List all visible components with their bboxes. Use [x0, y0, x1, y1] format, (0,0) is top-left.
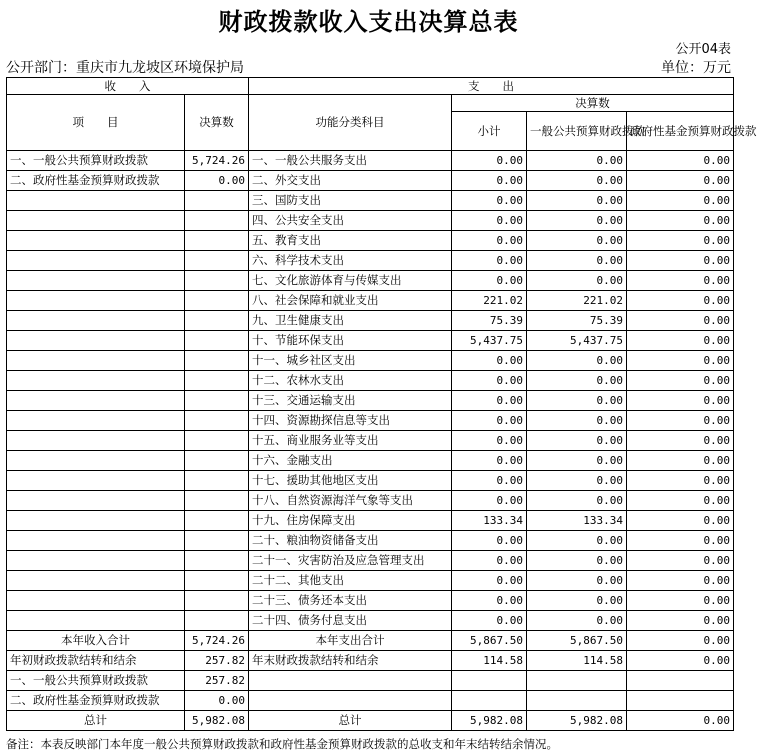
income-amount: [185, 571, 249, 591]
expense-subtotal: 0.00: [452, 251, 527, 271]
income-amount: [185, 391, 249, 411]
expense-item: 三、国防支出: [249, 191, 452, 211]
subtotal-header: 小计: [452, 112, 527, 151]
table-row: [7, 531, 734, 551]
expense-fund: 0.00: [627, 591, 734, 611]
end-balance-fund: 0.00: [627, 651, 734, 671]
begin-balance: 257.82: [185, 651, 249, 671]
grand-total-row: [7, 711, 734, 731]
page-title: 财政拨款收入支出决算总表: [218, 7, 519, 36]
begin-general-row: [7, 671, 734, 691]
end-balance-subtotal: 114.58: [452, 651, 527, 671]
income-item: 二、政府性基金预算财政拨款: [7, 171, 185, 191]
expense-subtotal: 0.00: [452, 371, 527, 391]
expense-general: 0.00: [527, 451, 627, 471]
table-row: [7, 431, 734, 451]
expense-subtotal: 0.00: [452, 231, 527, 251]
expense-total-label: 本年支出合计: [249, 631, 452, 651]
expense-subtotal: 5,437.75: [452, 331, 527, 351]
expense-fund: 0.00: [627, 531, 734, 551]
expense-item: 十七、援助其他地区支出: [249, 471, 452, 491]
grand-total-subtotal: 5,982.08: [452, 711, 527, 731]
expense-general: 0.00: [527, 571, 627, 591]
expense-general: 0.00: [527, 471, 627, 491]
expense-fund: 0.00: [627, 431, 734, 451]
expense-item: 十六、金融支出: [249, 451, 452, 471]
func-class-header: 功能分类科目: [249, 95, 452, 151]
income-total-label: 本年收入合计: [7, 631, 185, 651]
table-row: [7, 411, 734, 431]
expense-item: 四、公共安全支出: [249, 211, 452, 231]
income-amount: [185, 351, 249, 371]
table-row: [7, 151, 734, 171]
income-amount: [185, 211, 249, 231]
income-item: [7, 251, 185, 271]
expense-fund: 0.00: [627, 371, 734, 391]
income-item: [7, 511, 185, 531]
expense-fund: 0.00: [627, 291, 734, 311]
expense-general: 0.00: [527, 551, 627, 571]
table-row: [7, 291, 734, 311]
expense-item: 十九、住房保障支出: [249, 511, 452, 531]
income-amount: [185, 191, 249, 211]
grand-total-fund: 0.00: [627, 711, 734, 731]
expense-header: 支 出: [249, 78, 734, 95]
expense-subtotal: 133.34: [452, 511, 527, 531]
income-item: [7, 211, 185, 231]
income-amount: [185, 371, 249, 391]
table-row: [7, 451, 734, 471]
expense-item: 二十二、其他支出: [249, 571, 452, 591]
table-row: [7, 171, 734, 191]
expense-fund: 0.00: [627, 151, 734, 171]
balance-row: [7, 651, 734, 671]
expense-general: 0.00: [527, 371, 627, 391]
expense-general: 0.00: [527, 151, 627, 171]
income-item: [7, 531, 185, 551]
expense-item: 一、一般公共服务支出: [249, 151, 452, 171]
income-amount: 0.00: [185, 171, 249, 191]
income-item: [7, 431, 185, 451]
expense-subtotal: 0.00: [452, 551, 527, 571]
table-row: [7, 371, 734, 391]
expense-fund: 0.00: [627, 191, 734, 211]
income-item: [7, 391, 185, 411]
expense-fund: 0.00: [627, 551, 734, 571]
expense-subtotal: 0.00: [452, 151, 527, 171]
income-amount: [185, 271, 249, 291]
expense-total-fund: 0.00: [627, 631, 734, 651]
income-amount: [185, 431, 249, 451]
income-amount: [185, 231, 249, 251]
table-row: [7, 391, 734, 411]
income-item: [7, 571, 185, 591]
expense-general: 0.00: [527, 411, 627, 431]
expense-fund: 0.00: [627, 511, 734, 531]
expense-subtotal: 0.00: [452, 471, 527, 491]
expense-item: 二十四、债务付息支出: [249, 611, 452, 631]
grand-total-label-right: 总计: [249, 711, 452, 731]
expense-fund: 0.00: [627, 251, 734, 271]
table-row: [7, 611, 734, 631]
grand-total-left: 5,982.08: [185, 711, 249, 731]
expense-subtotal: 75.39: [452, 311, 527, 331]
expense-fund: 0.00: [627, 491, 734, 511]
department-label: 公开部门：重庆市九龙坡区环境保护局: [6, 60, 244, 76]
final-amount-header: 决算数: [185, 95, 249, 151]
expense-subtotal: 221.02: [452, 291, 527, 311]
expense-item: 二十三、债务还本支出: [249, 591, 452, 611]
expense-general: 0.00: [527, 351, 627, 371]
expense-subtotal: 0.00: [452, 431, 527, 451]
income-item: [7, 551, 185, 571]
expense-item: 八、社会保障和就业支出: [249, 291, 452, 311]
begin-balance-label: 年初财政拨款结转和结余: [7, 651, 185, 671]
expense-general: 221.02: [527, 291, 627, 311]
final-amount-header-2: 决算数: [452, 95, 734, 112]
income-item: [7, 271, 185, 291]
income-item: [7, 291, 185, 311]
expense-fund: 0.00: [627, 471, 734, 491]
expense-general: 0.00: [527, 271, 627, 291]
expense-general: 0.00: [527, 591, 627, 611]
expense-general: 0.00: [527, 231, 627, 251]
grand-total-general: 5,982.08: [527, 711, 627, 731]
begin-fund: 0.00: [185, 691, 249, 711]
income-amount: [185, 491, 249, 511]
income-amount: [185, 251, 249, 271]
income-header: 收 入: [7, 78, 249, 95]
expense-subtotal: 0.00: [452, 391, 527, 411]
expense-item: 十四、资源勘探信息等支出: [249, 411, 452, 431]
begin-fund-row: [7, 691, 734, 711]
expense-subtotal: 0.00: [452, 531, 527, 551]
header-row-1: [7, 78, 734, 95]
form-code: 公开04表: [675, 42, 731, 57]
income-amount: [185, 551, 249, 571]
expense-fund: 0.00: [627, 411, 734, 431]
expense-subtotal: 0.00: [452, 211, 527, 231]
expense-item: 十八、自然资源海洋气象等支出: [249, 491, 452, 511]
begin-general: 257.82: [185, 671, 249, 691]
expense-general: 0.00: [527, 251, 627, 271]
expense-item: 十二、农林水支出: [249, 371, 452, 391]
expense-total-subtotal: 5,867.50: [452, 631, 527, 651]
income-amount: 5,724.26: [185, 151, 249, 171]
table-row: [7, 551, 734, 571]
expense-item: 十一、城乡社区支出: [249, 351, 452, 371]
expense-item: 十、节能环保支出: [249, 331, 452, 351]
table-row: [7, 271, 734, 291]
expense-fund: 0.00: [627, 271, 734, 291]
income-item: [7, 231, 185, 251]
expense-item: 二十、粮油物资储备支出: [249, 531, 452, 551]
table-row: [7, 571, 734, 591]
table-row: [7, 311, 734, 331]
expense-general: 0.00: [527, 171, 627, 191]
table-row: [7, 351, 734, 371]
expense-total-general: 5,867.50: [527, 631, 627, 651]
income-item: [7, 611, 185, 631]
expense-fund: 0.00: [627, 391, 734, 411]
expense-item: 二、外交支出: [249, 171, 452, 191]
expense-item: 十三、交通运输支出: [249, 391, 452, 411]
expense-item: 十五、商业服务业等支出: [249, 431, 452, 451]
expense-fund: 0.00: [627, 571, 734, 591]
end-balance-general: 114.58: [527, 651, 627, 671]
expense-subtotal: 0.00: [452, 271, 527, 291]
income-total: 5,724.26: [185, 631, 249, 651]
expense-subtotal: 0.00: [452, 191, 527, 211]
expense-general: 0.00: [527, 191, 627, 211]
total-row: [7, 631, 734, 651]
expense-fund: 0.00: [627, 171, 734, 191]
table-row: [7, 251, 734, 271]
income-amount: [185, 331, 249, 351]
footnote: 备注：本表反映部门本年度一般公共预算财政拨款和政府性基金预算财政拨款的总收支和年末结转结余情况。: [6, 737, 558, 751]
expense-general: 0.00: [527, 391, 627, 411]
income-item: [7, 451, 185, 471]
income-item: [7, 591, 185, 611]
grand-total-label-left: 总计: [7, 711, 185, 731]
table-row: [7, 471, 734, 491]
table-row: [7, 511, 734, 531]
table-row: [7, 591, 734, 611]
expense-fund: 0.00: [627, 231, 734, 251]
expense-general: 0.00: [527, 531, 627, 551]
income-item: 一、一般公共预算财政拨款: [7, 151, 185, 171]
expense-item: 七、文化旅游体育与传媒支出: [249, 271, 452, 291]
income-item: [7, 331, 185, 351]
expense-fund: 0.00: [627, 331, 734, 351]
expense-fund: 0.00: [627, 351, 734, 371]
begin-fund-label: 二、政府性基金预算财政拨款: [7, 691, 185, 711]
general-budget-header: 一般公共预算财政拨款: [527, 112, 627, 151]
header-row-2: [7, 95, 734, 112]
income-amount: [185, 591, 249, 611]
income-amount: [185, 531, 249, 551]
income-amount: [185, 471, 249, 491]
table-row: [7, 211, 734, 231]
income-amount: [185, 311, 249, 331]
budget-table: [6, 77, 757, 731]
expense-subtotal: 0.00: [452, 591, 527, 611]
expense-subtotal: 0.00: [452, 491, 527, 511]
expense-fund: 0.00: [627, 311, 734, 331]
income-item: [7, 351, 185, 371]
income-item: [7, 411, 185, 431]
income-amount: [185, 291, 249, 311]
income-item: [7, 471, 185, 491]
begin-general-label: 一、一般公共预算财政拨款: [7, 671, 185, 691]
table-row: [7, 491, 734, 511]
expense-general: 0.00: [527, 431, 627, 451]
table-row: [7, 231, 734, 251]
expense-subtotal: 0.00: [452, 451, 527, 471]
income-item: [7, 191, 185, 211]
unit-label: 单位：万元: [661, 60, 731, 76]
expense-subtotal: 0.00: [452, 411, 527, 431]
income-item: [7, 311, 185, 331]
expense-general: 0.00: [527, 491, 627, 511]
expense-item: 六、科学技术支出: [249, 251, 452, 271]
expense-fund: 0.00: [627, 211, 734, 231]
end-balance-label: 年末财政拨款结转和结余: [249, 651, 452, 671]
expense-general: 0.00: [527, 211, 627, 231]
expense-general: 0.00: [527, 611, 627, 631]
gov-fund-header: 政府性基金预算财政拨款: [627, 112, 734, 151]
expense-subtotal: 0.00: [452, 351, 527, 371]
expense-fund: 0.00: [627, 611, 734, 631]
income-item: [7, 491, 185, 511]
income-amount: [185, 411, 249, 431]
income-item: [7, 371, 185, 391]
expense-subtotal: 0.00: [452, 571, 527, 591]
expense-general: 133.34: [527, 511, 627, 531]
table-row: [7, 331, 734, 351]
item-header: 项 目: [7, 95, 185, 151]
income-amount: [185, 511, 249, 531]
expense-general: 75.39: [527, 311, 627, 331]
income-amount: [185, 451, 249, 471]
income-amount: [185, 611, 249, 631]
expense-item: 二十一、灾害防治及应急管理支出: [249, 551, 452, 571]
expense-fund: 0.00: [627, 451, 734, 471]
expense-item: 九、卫生健康支出: [249, 311, 452, 331]
expense-general: 5,437.75: [527, 331, 627, 351]
table-row: [7, 191, 734, 211]
expense-subtotal: 0.00: [452, 171, 527, 191]
expense-item: 五、教育支出: [249, 231, 452, 251]
expense-subtotal: 0.00: [452, 611, 527, 631]
